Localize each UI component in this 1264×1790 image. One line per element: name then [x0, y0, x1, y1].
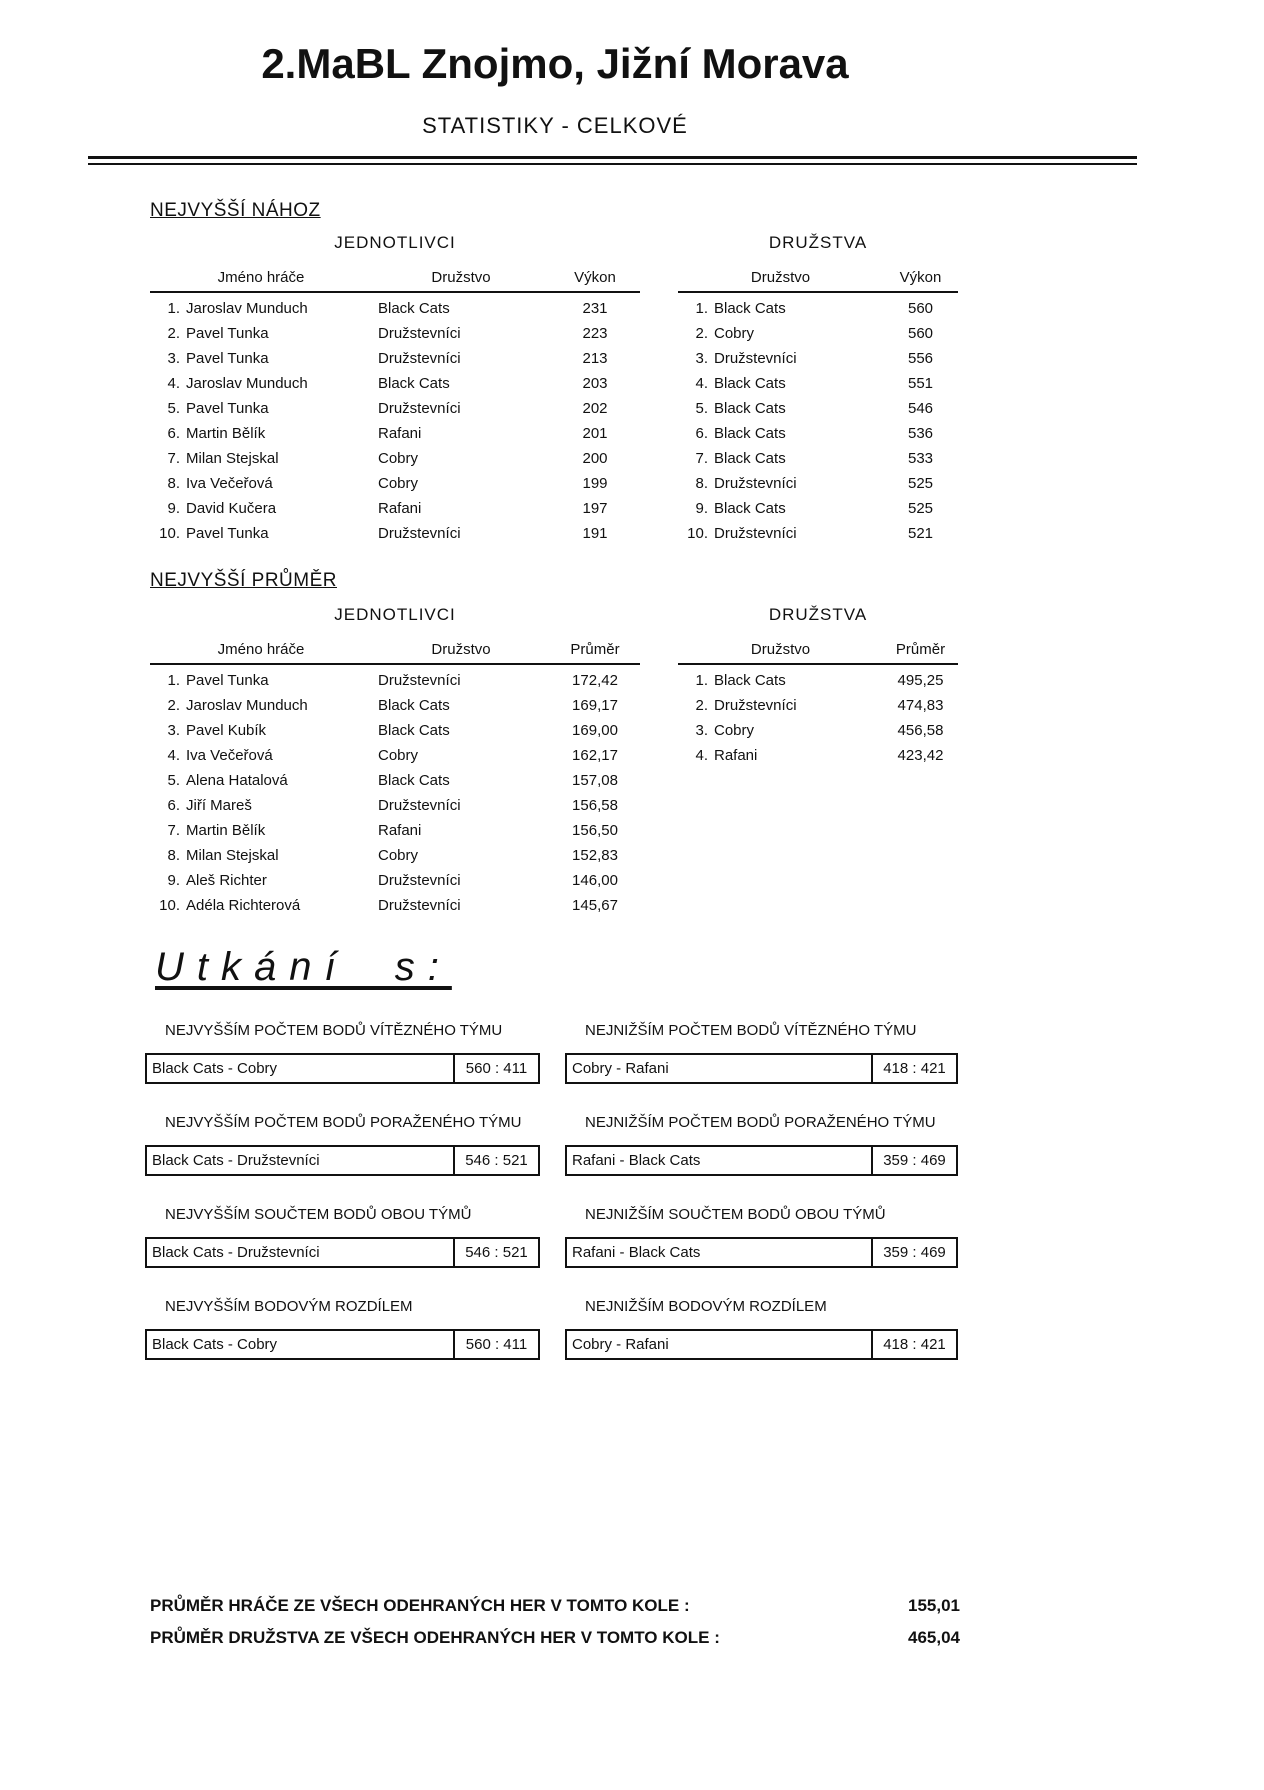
- section-heading-prumer: NEJVYŠŠÍ PRŮMĚR: [150, 570, 337, 591]
- player-name: Milan Stejskal: [186, 847, 279, 864]
- team-name: Družstevníci: [714, 697, 797, 714]
- match-record-label: NEJNIŽŠÍM BODOVÝM ROZDÍLEM: [585, 1298, 827, 1315]
- matchup-score: 560 : 411: [465, 1060, 528, 1077]
- table-row: [150, 296, 640, 321]
- player-name: Pavel Tunka: [186, 525, 269, 542]
- summary-value: 155,01: [908, 1596, 960, 1615]
- rank: 8.: [167, 847, 180, 864]
- match-record: [565, 1298, 958, 1360]
- match-record-label: NEJNIŽŠÍM SOUČTEM BODŮ OBOU TÝMŮ: [585, 1206, 886, 1223]
- team-name: Družstevníci: [378, 897, 461, 914]
- rank: 8.: [167, 475, 180, 492]
- player-name: Pavel Tunka: [186, 325, 269, 342]
- match-record-box: [145, 1145, 540, 1176]
- table-row: [150, 743, 640, 768]
- matchup-score: 546 : 521: [465, 1152, 528, 1169]
- average-value: 156,50: [572, 822, 618, 839]
- rank: 4.: [167, 747, 180, 764]
- match-record-label: NEJVYŠŠÍM POČTEM BODŮ PORAŽENÉHO TÝMU: [165, 1114, 522, 1131]
- rank: 10.: [159, 525, 180, 542]
- summary-block: [150, 1596, 960, 1660]
- player-name: Martin Bělík: [186, 822, 266, 839]
- rank: 4.: [695, 747, 708, 764]
- rank: 1.: [167, 300, 180, 317]
- summary-line-team-average: [150, 1628, 960, 1652]
- matchup-teams: Black Cats - Družstevníci: [147, 1147, 455, 1174]
- team-name: Cobry: [378, 847, 419, 864]
- column-header-value: Výkon: [899, 269, 942, 286]
- column-header-team: Družstvo: [750, 269, 811, 286]
- table-row: [150, 421, 640, 446]
- match-record-row: [145, 1206, 958, 1268]
- team-name: Družstevníci: [378, 872, 461, 889]
- rank: 7.: [695, 450, 708, 467]
- player-name: Iva Večeřová: [186, 475, 273, 492]
- team-name: Družstevníci: [378, 325, 461, 342]
- table-row: [678, 346, 958, 371]
- table-body: [150, 296, 640, 546]
- match-record-box: [145, 1237, 540, 1268]
- divider-double-rule: [88, 156, 1137, 165]
- team-name: Black Cats: [714, 450, 786, 467]
- team-name: Družstevníci: [378, 672, 461, 689]
- score-value: 197: [582, 500, 608, 517]
- column-header-value: Průměr: [570, 641, 620, 658]
- table-header-row: [678, 269, 958, 293]
- table-title: DRUŽSTVA: [768, 233, 868, 252]
- match-record: [145, 1206, 540, 1268]
- matchup-score: 560 : 411: [465, 1336, 528, 1353]
- summary-label: PRŮMĚR DRUŽSTVA ZE VŠECH ODEHRANÝCH HER V TOMTO KOLE :: [150, 1628, 720, 1647]
- match-record-box: [565, 1053, 958, 1084]
- table-row: [678, 396, 958, 421]
- match-record: [565, 1114, 958, 1176]
- team-name: Družstevníci: [714, 350, 797, 367]
- rank: 9.: [167, 500, 180, 517]
- score-value: 521: [907, 525, 934, 542]
- table-row: [150, 768, 640, 793]
- table-title: DRUŽSTVA: [768, 605, 868, 624]
- rank: 9.: [695, 500, 708, 517]
- team-name: Black Cats: [714, 672, 786, 689]
- table-row: [678, 718, 958, 743]
- table-row: [678, 321, 958, 346]
- table-row: [150, 396, 640, 421]
- table-nahoz-individuals: [150, 233, 640, 546]
- team-name: Družstevníci: [378, 400, 461, 417]
- team-name: Black Cats: [378, 300, 450, 317]
- table-row: [150, 668, 640, 693]
- player-name: Iva Večeřová: [186, 747, 273, 764]
- rank: 2.: [167, 697, 180, 714]
- match-record-box: [565, 1237, 958, 1268]
- table-row: [150, 446, 640, 471]
- table-prumer-individuals: [150, 605, 640, 918]
- matchup-teams: Black Cats - Cobry: [147, 1055, 455, 1082]
- match-record: [565, 1206, 958, 1268]
- team-name: Cobry: [378, 747, 419, 764]
- match-record-row: [145, 1114, 958, 1176]
- score-value: 191: [582, 525, 608, 542]
- rank: 3.: [695, 350, 708, 367]
- team-name: Družstevníci: [378, 797, 461, 814]
- table-row: [678, 668, 958, 693]
- team-name: Black Cats: [378, 772, 450, 789]
- score-value: 203: [582, 375, 608, 392]
- score-value: 536: [907, 425, 934, 442]
- match-record-row: [145, 1022, 958, 1084]
- player-name: Milan Stejskal: [186, 450, 279, 467]
- average-value: 156,58: [572, 797, 618, 814]
- rank: 3.: [695, 722, 708, 739]
- table-row: [150, 868, 640, 893]
- table-row: [678, 521, 958, 546]
- table-row: [150, 496, 640, 521]
- match-records-grid: [145, 1022, 958, 1390]
- column-header-name: Jméno hráče: [217, 269, 305, 286]
- match-record-label: NEJVYŠŠÍM SOUČTEM BODŮ OBOU TÝMŮ: [165, 1206, 472, 1223]
- matchup-score: 546 : 521: [465, 1244, 528, 1261]
- rank: 2.: [167, 325, 180, 342]
- table-prumer-teams: [678, 605, 958, 768]
- table-row: [150, 371, 640, 396]
- table-header-row: [150, 641, 640, 665]
- match-record-label: NEJVYŠŠÍM BODOVÝM ROZDÍLEM: [165, 1298, 413, 1315]
- table-body: [678, 668, 958, 768]
- team-name: Cobry: [378, 450, 419, 467]
- table-body: [150, 668, 640, 918]
- rank: 9.: [167, 872, 180, 889]
- table-row: [150, 521, 640, 546]
- table-row: [678, 296, 958, 321]
- summary-label: PRŮMĚR HRÁČE ZE VŠECH ODEHRANÝCH HER V TOMTO KOLE :: [150, 1596, 690, 1615]
- team-name: Black Cats: [714, 425, 786, 442]
- rank: 5.: [167, 772, 180, 789]
- team-name: Black Cats: [714, 400, 786, 417]
- team-name: Družstevníci: [378, 350, 461, 367]
- average-value: 146,00: [572, 872, 618, 889]
- match-record: [145, 1114, 540, 1176]
- rank: 5.: [167, 400, 180, 417]
- score-value: 213: [582, 350, 608, 367]
- table-row: [150, 793, 640, 818]
- table-row: [150, 321, 640, 346]
- average-value: 169,17: [572, 697, 618, 714]
- matchup-score: 418 : 421: [883, 1060, 946, 1077]
- matchup-score: 359 : 469: [883, 1244, 946, 1261]
- team-name: Rafani: [714, 747, 758, 764]
- matchup-teams: Rafani - Black Cats: [567, 1239, 873, 1266]
- score-value: 533: [907, 450, 934, 467]
- team-name: Cobry: [714, 722, 755, 739]
- team-name: Black Cats: [378, 722, 450, 739]
- rank: 2.: [695, 325, 708, 342]
- match-record-box: [565, 1145, 958, 1176]
- table-row: [150, 718, 640, 743]
- score-value: 199: [582, 475, 608, 492]
- table-header-row: [150, 269, 640, 293]
- match-record: [565, 1022, 958, 1084]
- average-value: 152,83: [572, 847, 618, 864]
- column-header-name: Jméno hráče: [217, 641, 305, 658]
- table-row: [678, 446, 958, 471]
- table-row: [678, 693, 958, 718]
- team-name: Družstevníci: [714, 475, 797, 492]
- match-record-label: NEJVYŠŠÍM POČTEM BODŮ VÍTĚZNÉHO TÝMU: [165, 1022, 503, 1039]
- matchup-teams: Black Cats - Cobry: [147, 1331, 455, 1358]
- player-name: Alena Hatalová: [186, 772, 288, 789]
- rank: 6.: [167, 797, 180, 814]
- score-value: 525: [907, 475, 934, 492]
- matchup-teams: Black Cats - Družstevníci: [147, 1239, 455, 1266]
- rank: 10.: [687, 525, 708, 542]
- table-row: [150, 471, 640, 496]
- rank: 3.: [167, 722, 180, 739]
- team-name: Black Cats: [714, 375, 786, 392]
- team-name: Rafani: [378, 425, 422, 442]
- average-value: 145,67: [572, 897, 618, 914]
- team-name: Black Cats: [714, 300, 786, 317]
- column-header-team: Družstvo: [431, 641, 491, 658]
- table-row: [150, 818, 640, 843]
- player-name: Adéla Richterová: [186, 897, 301, 914]
- rank: 5.: [695, 400, 708, 417]
- table-row: [678, 496, 958, 521]
- average-value: 495,25: [897, 672, 944, 689]
- player-name: Martin Bělík: [186, 425, 266, 442]
- rank: 1.: [695, 300, 708, 317]
- average-value: 474,83: [897, 697, 944, 714]
- matchup-score: 359 : 469: [883, 1152, 946, 1169]
- match-record-box: [145, 1329, 540, 1360]
- rank: 4.: [167, 375, 180, 392]
- score-value: 560: [907, 300, 934, 317]
- table-title: JEDNOTLIVCI: [334, 233, 456, 252]
- table-row: [150, 346, 640, 371]
- team-name: Rafani: [378, 822, 422, 839]
- average-value: 169,00: [572, 722, 618, 739]
- player-name: Pavel Kubík: [186, 722, 267, 739]
- match-record-row: [145, 1298, 958, 1360]
- column-header-value: Průměr: [895, 641, 946, 658]
- score-value: 202: [582, 400, 608, 417]
- team-name: Black Cats: [714, 500, 786, 517]
- average-value: 423,42: [897, 747, 944, 764]
- summary-value: 465,04: [908, 1628, 960, 1647]
- rank: 1.: [695, 672, 708, 689]
- match-record: [145, 1022, 540, 1084]
- team-name: Družstevníci: [378, 525, 461, 542]
- score-value: 201: [582, 425, 608, 442]
- player-name: David Kučera: [186, 500, 277, 517]
- column-header-value: Výkon: [574, 269, 616, 286]
- section-heading-nahoz: NEJVYŠŠÍ NÁHOZ: [150, 200, 321, 221]
- player-name: Pavel Tunka: [186, 400, 269, 417]
- page-title: 2.MaBL Znojmo, Jižní Morava: [261, 40, 849, 87]
- table-row: [150, 893, 640, 918]
- table-row: [678, 421, 958, 446]
- section-heading-utkani: Utkání s:: [155, 945, 452, 989]
- score-value: 231: [582, 300, 608, 317]
- average-value: 162,17: [572, 747, 618, 764]
- rank: 1.: [167, 672, 180, 689]
- matchup-teams: Cobry - Rafani: [567, 1331, 873, 1358]
- average-value: 172,42: [572, 672, 618, 689]
- team-name: Cobry: [714, 325, 755, 342]
- table-row: [150, 693, 640, 718]
- score-value: 546: [907, 400, 934, 417]
- player-name: Aleš Richter: [186, 872, 267, 889]
- matchup-teams: Rafani - Black Cats: [567, 1147, 873, 1174]
- page-subtitle: STATISTIKY - CELKOVÉ: [422, 113, 688, 138]
- score-value: 525: [907, 500, 934, 517]
- average-value: 456,58: [897, 722, 944, 739]
- rank: 6.: [695, 425, 708, 442]
- rank: 2.: [695, 697, 708, 714]
- rank: 7.: [167, 822, 180, 839]
- table-row: [678, 471, 958, 496]
- table-row: [678, 743, 958, 768]
- team-name: Black Cats: [378, 697, 450, 714]
- match-record-label: NEJNIŽŠÍM POČTEM BODŮ VÍTĚZNÉHO TÝMU: [585, 1022, 917, 1039]
- table-body: [678, 296, 958, 546]
- table-row: [150, 843, 640, 868]
- team-name: Black Cats: [378, 375, 450, 392]
- table-title: JEDNOTLIVCI: [334, 605, 456, 624]
- matchup-score: 418 : 421: [883, 1336, 946, 1353]
- score-value: 556: [907, 350, 934, 367]
- player-name: Pavel Tunka: [186, 672, 269, 689]
- table-nahoz-teams: [678, 233, 958, 546]
- summary-line-player-average: [150, 1596, 960, 1620]
- rank: 4.: [695, 375, 708, 392]
- matchup-teams: Cobry - Rafani: [567, 1055, 873, 1082]
- team-name: Družstevníci: [714, 525, 797, 542]
- team-name: Rafani: [378, 500, 422, 517]
- player-name: Jaroslav Munduch: [186, 300, 308, 317]
- match-record: [145, 1298, 540, 1360]
- rank: 7.: [167, 450, 180, 467]
- player-name: Jiří Mareš: [186, 797, 252, 814]
- table-row: [678, 371, 958, 396]
- score-value: 223: [582, 325, 608, 342]
- score-value: 551: [907, 375, 934, 392]
- match-record-box: [565, 1329, 958, 1360]
- score-value: 200: [582, 450, 608, 467]
- match-record-label: NEJNIŽŠÍM POČTEM BODŮ PORAŽENÉHO TÝMU: [585, 1114, 936, 1131]
- average-value: 157,08: [572, 772, 618, 789]
- score-value: 560: [907, 325, 934, 342]
- match-record-box: [145, 1053, 540, 1084]
- column-header-team: Družstvo: [431, 269, 491, 286]
- player-name: Pavel Tunka: [186, 350, 269, 367]
- rank: 8.: [695, 475, 708, 492]
- rank: 3.: [167, 350, 180, 367]
- player-name: Jaroslav Munduch: [186, 375, 308, 392]
- rank: 6.: [167, 425, 180, 442]
- rank: 10.: [159, 897, 180, 914]
- team-name: Cobry: [378, 475, 419, 492]
- column-header-team: Družstvo: [750, 641, 811, 658]
- player-name: Jaroslav Munduch: [186, 697, 308, 714]
- table-header-row: [678, 641, 958, 665]
